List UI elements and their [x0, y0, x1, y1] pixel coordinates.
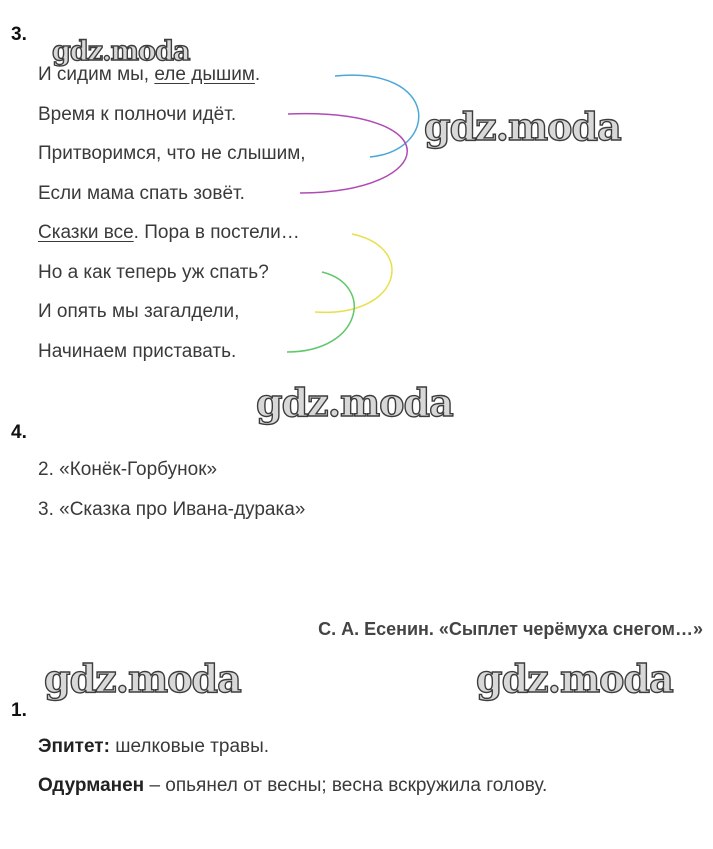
definition-line — [38, 775, 547, 797]
underlined-phrase: Сказки все — [38, 222, 134, 243]
task-3-number: 3. — [11, 24, 27, 45]
rhyme-arc-4 — [287, 272, 354, 352]
word-definition: – опьянел от весны; весна вскружила голову. — [144, 775, 548, 796]
rhyme-arc-2 — [288, 114, 407, 193]
underlined-phrase: еле дышим — [154, 64, 255, 85]
epithet-text: шелковые травы. — [109, 736, 270, 757]
watermark: gdz.moda — [256, 380, 453, 425]
poem-line-3: Притворимся, что не слышим, — [38, 143, 306, 164]
word-label: Одурманен — [38, 775, 145, 796]
poem-line-6: Но а как теперь уж спать? — [38, 262, 269, 283]
watermark: gdz.moda — [476, 656, 673, 701]
poem-text: И сидим мы, — [38, 64, 155, 85]
answer-item: 3. «Сказка про Ивана-дурака» — [38, 499, 306, 520]
section-heading: С. А. Есенин. «Сыплет черёмуха снегом…» — [318, 619, 703, 639]
poem-text: . Пора в постели… — [133, 222, 300, 243]
watermark: gdz.moda — [52, 36, 190, 67]
poem-line-7: И опять мы загалдели, — [38, 301, 240, 322]
poem-line-1 — [38, 64, 260, 86]
poem-line-2: Время к полночи идёт. — [38, 104, 237, 125]
epithet-line — [38, 736, 269, 758]
poem-line-5 — [38, 222, 300, 244]
rhyme-arc-3 — [315, 234, 392, 312]
poem-text: . — [254, 64, 261, 85]
poem-line-8: Начинаем приставать. — [38, 341, 237, 362]
answer-item: 2. «Конёк-Горбунок» — [38, 459, 218, 480]
task-1-number: 1. — [11, 700, 27, 721]
epithet-label: Эпитет: — [38, 736, 110, 757]
watermark: gdz.moda — [44, 656, 241, 701]
task-4-number: 4. — [11, 422, 27, 443]
poem-line-4: Если мама спать зовёт. — [38, 183, 245, 204]
watermark: gdz.moda — [424, 104, 621, 149]
rhyme-arc-1 — [335, 75, 419, 157]
